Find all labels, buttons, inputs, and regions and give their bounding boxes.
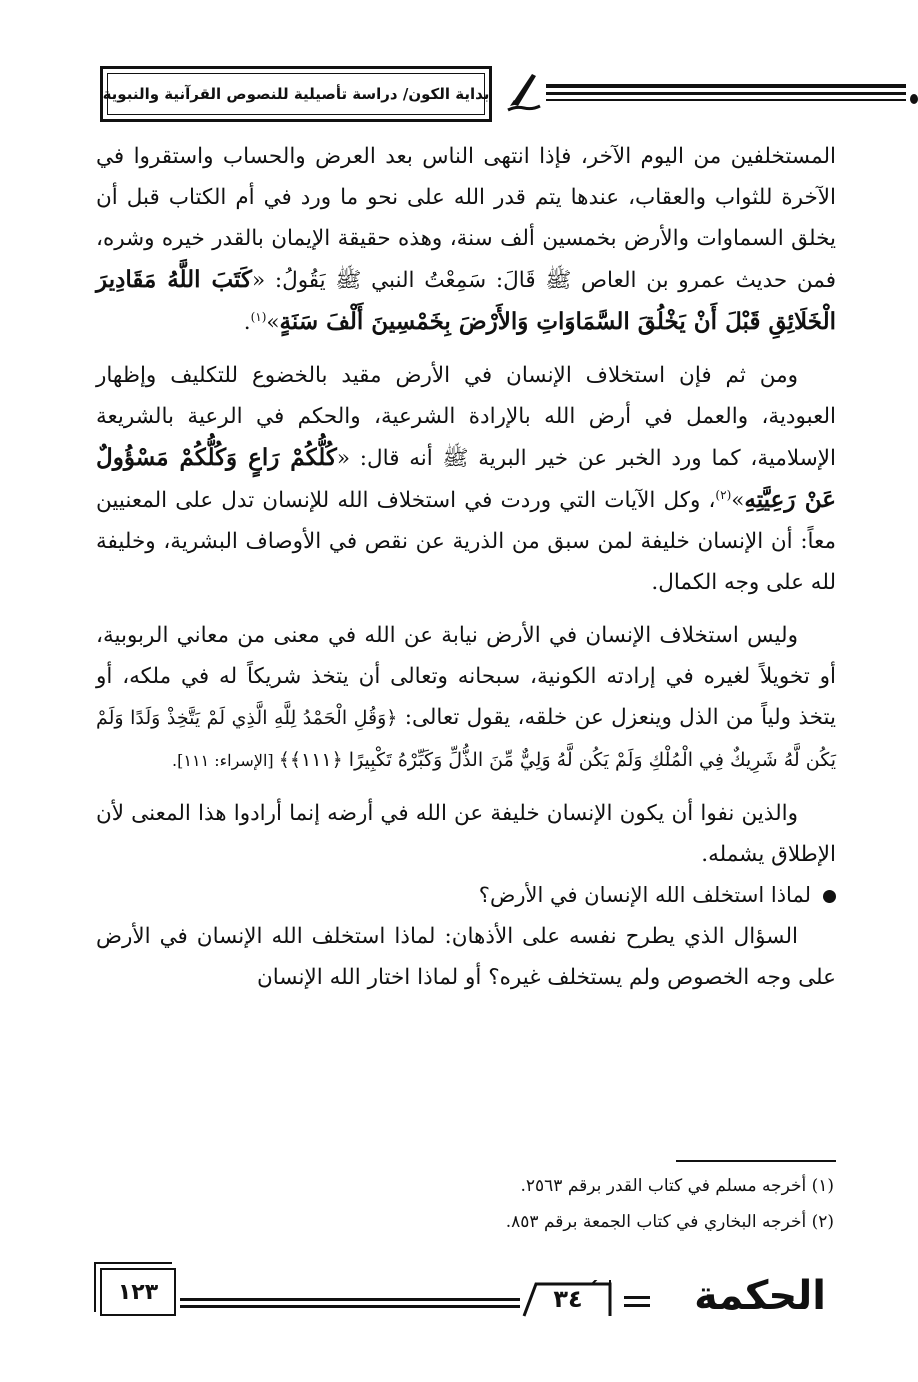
footnotes xyxy=(300,1168,834,1240)
hadith-quote-1: كَتَبَ اللَّهُ مَقَادِيرَ الْخَلَائِقِ قَبْلَ أَنْ يَخْلُقَ السَّمَاوَاتِ وَالأَرْضَ بِخَمْسِينَ أَلْفَ سَنَةٍ xyxy=(96,266,836,335)
paragraph-5: السؤال الذي يطرح نفسه على الأذهان: لماذا استخلف الله الإنسان في الأرض على وجه الخصوص ولم يستخلف غيره؟ أو لماذا اختار الله الإنسان xyxy=(96,924,836,990)
footer-dash xyxy=(624,1296,650,1312)
page-number: ١٢٣ xyxy=(117,1279,159,1305)
footer-rule-lines xyxy=(180,1298,520,1312)
paragraph-2: ومن ثم فإن استخلاف الإنسان في الأرض مقيد بالخضوع للتكليف وإظهار العبودية، والعمل في أرض الله بالإرادة الشرعية، والحكم في الرعية بالشريعة الإسلامية، كما ورد الخبر عن خير البرية ﷺ أنه قال: «كُلُّكُمْ رَاعٍ وَكُلُّكُمْ مَسْؤُولٌ عَنْ رَعِيَّتِهِ»$^{(٢)}$، وكل الآيات التي وردت في استخلاف الله للإنسان تدل على المعنيين معاً: أن الإنسان خليفة لمن سبق من الذرية عن نقص في الأوصاف البشرية، وخليفة لله على وجه الكمال. xyxy=(96,363,836,595)
paragraph-1: المستخلفين من اليوم الآخر، فإذا انتهى الناس بعد العرض والحساب واستقروا في الآخرة للثواب والعقاب، عندها يتم قدر الله على نحو ما ورد في أم الكتاب قبل أن يخلق السماوات والأرض بخمسين ألف سنة، وهذه حقيقة الإيمان بالقدر خيره وشره، فمن حديث عمرو بن العاص ﷺ قَالَ: سَمِعْتُ النبي ﷺ يَقُولُ: «كَتَبَ اللَّهُ مَقَادِيرَ الْخَلَائِقِ قَبْلَ أَنْ يَخْلُقَ السَّمَاوَاتِ وَالأَرْضَ بِخَمْسِينَ أَلْفَ سَنَةٍ»$^{(١)}$. xyxy=(96,144,837,335)
margin-dot xyxy=(910,94,918,104)
footnote-ref-1: (١) xyxy=(250,309,267,324)
page-footer xyxy=(90,1262,830,1342)
issue-number: ٣٤ xyxy=(553,1285,583,1313)
page-header xyxy=(100,66,906,124)
page-body xyxy=(96,136,836,998)
hadith-quote-2: كُلُّكُمْ رَاعٍ وَكُلُّكُمْ مَسْؤُولٌ عَنْ رَعِيَّتِهِ xyxy=(96,444,836,513)
running-title: بداية الكون/ دراسة تأصيلية للنصوص القرآنية والنبوية xyxy=(102,85,490,103)
page-number-box xyxy=(100,1268,176,1316)
footnote-ref-2: (٢) xyxy=(715,487,732,502)
paragraph-3: وليس استخلاف الإنسان في الأرض نيابة عن الله في معنى من معاني الربوبية، أو تخويلاً لغيره في إرادته الكونية، سبحانه وتعالى أن يتخذ شريكاً له في ملكه، أو يتخذ ولياً من الذل وينعزل عن خلقه، يقول تعالى: ﴿وَقُلِ الْحَمْدُ لِلَّهِ الَّذِي لَمْ يَتَّخِذْ وَلَدًا وَلَمْ يَكُن لَّهُ شَرِيكٌ فِي الْمُلْكِ وَلَمْ يَكُن لَّهُ وَلِيٌّ مِّنَ الذُّلِّ وَكَبِّرْهُ تَكْبِيرًا ﴿١١١﴾﴾ [الإسراء: ١١١]. xyxy=(96,623,837,771)
magazine-logo: الحكمة xyxy=(694,1273,826,1319)
quran-verse: ﴿وَقُلِ الْحَمْدُ لِلَّهِ الَّذِي لَمْ يَتَّخِذْ وَلَدًا وَلَمْ يَكُن لَّهُ شَرِيكٌ فِي الْمُلْكِ وَلَمْ يَكُن لَّهُ وَلِيٌّ مِّنَ الذُّلِّ وَكَبِّرْهُ تَكْبِيرًا ﴿١١١﴾﴾ xyxy=(96,707,836,771)
bullet-icon xyxy=(823,890,836,903)
footnote-1: (١) أخرجه مسلم في كتاب القدر برقم ٢٥٦٣. xyxy=(520,1176,834,1196)
header-rule-lines xyxy=(546,84,906,106)
section-question: لماذا استخلف الله الإنسان في الأرض؟ xyxy=(96,875,836,916)
footnote-separator xyxy=(676,1160,836,1162)
running-title-box xyxy=(100,66,492,122)
issue-number-box xyxy=(522,1280,614,1318)
quill-pen-icon xyxy=(502,70,544,114)
paragraph-4: والذين نفوا أن يكون الإنسان خليفة عن الله في أرضه إنما أرادوا هذا المعنى لأن الإطلاق يشمله. xyxy=(96,801,836,867)
footnote-2: (٢) أخرجه البخاري في كتاب الجمعة برقم ٨٥٣. xyxy=(505,1212,834,1232)
verse-reference: [الإسراء: ١١١]. xyxy=(172,751,279,770)
